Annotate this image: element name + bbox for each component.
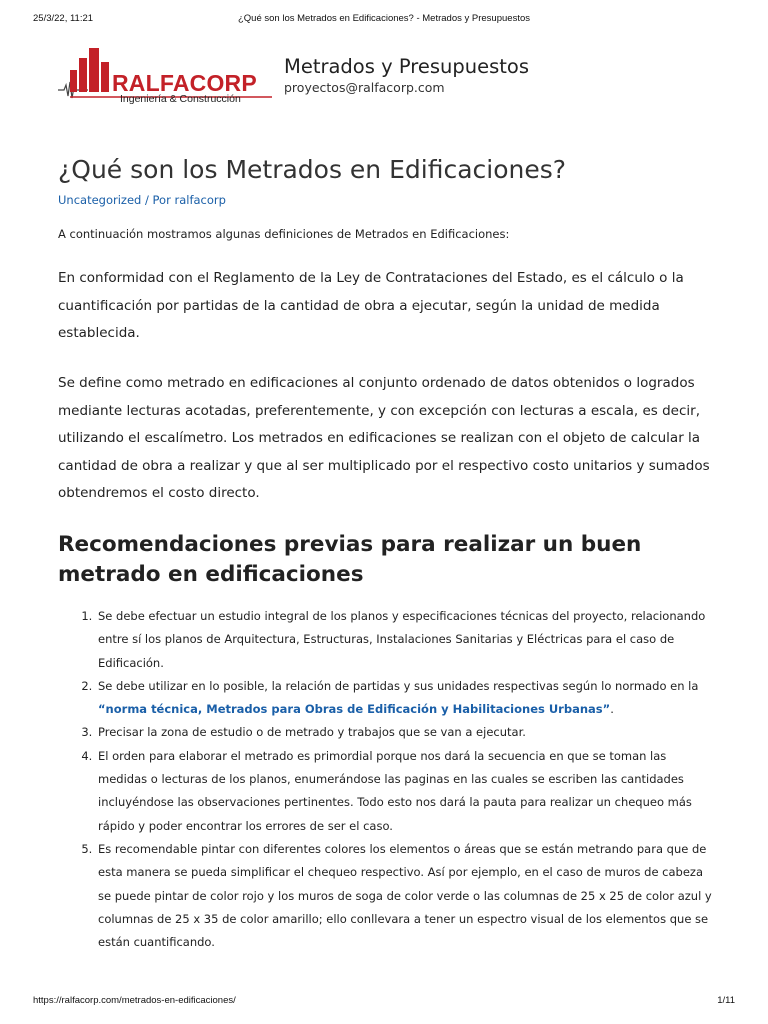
list-item: 1. Se debe efectuar un estudio integral de los planos y especificaciones técnicas del proyecto, relacionando entre sí los planos de Arquitectura, Estructuras, Instalaciones Sanitarias y Eléctricas para el caso de Edificación. bbox=[96, 605, 714, 675]
list-item-punct: . bbox=[610, 702, 614, 717]
article-paragraph: Se define como metrado en edificaciones al conjunto ordenado de datos obtenidos o logrados mediante lecturas acotadas, preferentemente, y con excepción con lecturas a escala, es decir, utilizando el escalímetro. Los metrados en edificaciones se realizan con el objeto de calcular la cantidad de obra a realizar y que al ser multiplicado por el respectivo costo unitarios y sumados obtendremos el costo directo. bbox=[58, 375, 710, 501]
recommendations-list bbox=[58, 605, 714, 954]
article-title: ¿Qué son los Metrados en Edificaciones? bbox=[58, 155, 567, 184]
list-item bbox=[96, 675, 714, 722]
print-header bbox=[0, 0, 768, 24]
author-link[interactable]: Por ralfacorp bbox=[152, 193, 226, 207]
list-item: 5. Es recomendable pintar con diferentes colores los elementos o áreas que se están metrando para que de esta manera se pueda simplificar el chequeo respectivo. Así por ejemplo, en el caso de muros de cabeza se puede pintar de color rojo y los muros de soga de color verde o las columnas de 25 x 25 de color azul y columnas de 25 x 35 de color amarillo; ello conllevara a tener un espectro visual de los elementos que se están cuantificando. bbox=[96, 838, 714, 954]
page-number: 1/11 bbox=[717, 995, 735, 1006]
article-meta bbox=[58, 192, 226, 208]
print-date: 25/3/22, 11:21 bbox=[33, 13, 94, 24]
category-link[interactable]: Uncategorized bbox=[58, 193, 142, 207]
logo-tagline: Ingeniería & Construcción bbox=[120, 93, 241, 105]
logo-wordmark: RALFACORP bbox=[112, 70, 257, 96]
print-url: https://ralfacorp.com/metrados-en-edificaciones/ bbox=[33, 995, 236, 1006]
list-item: 4. El orden para elaborar el metrado es primordial porque nos dará la secuencia en que se toman las medidas o lecturas de los planos, enumerándose las paginas en las cuales se escriben las cantidades incluyéndose las observaciones pertinentes. Todo esto nos dará la pauta para realizar un chequeo más rápido y poder encontrar los errores de ser el caso. bbox=[96, 745, 714, 838]
ralfacorp-logo[interactable] bbox=[58, 40, 273, 106]
site-email: proyectos@ralfacorp.com bbox=[284, 80, 445, 95]
site-title[interactable]: Metrados y Presupuestos bbox=[284, 55, 529, 78]
article-intro: A continuación mostramos algunas definiciones de Metrados en Edificaciones: bbox=[58, 227, 510, 241]
list-item: 3. Precisar la zona de estudio o de metrado y trabajos que se van a ejecutar. bbox=[96, 721, 714, 744]
print-footer bbox=[0, 995, 768, 1011]
article-paragraph: En conformidad con el Reglamento de la Ley de Contrataciones del Estado, es el cálculo o la cuantificación por partidas de la cantidad de obra a ejecutar, según la unidad de medida establecida. bbox=[58, 270, 684, 341]
meta-separator: / bbox=[141, 193, 153, 207]
print-page-title: ¿Qué son los Metrados en Edificaciones? - Metrados y Presupuestos bbox=[237, 13, 530, 24]
list-item-text: Se debe utilizar en lo posible, la relación de partidas y sus unidades respectivas según lo normado en la bbox=[98, 678, 699, 693]
section-heading: Recomendaciones previas para realizar un buen metrado en edificaciones bbox=[58, 532, 642, 587]
norma-tecnica-link[interactable]: “norma técnica, Metrados para Obras de Edificación y Habilitaciones Urbanas” bbox=[98, 702, 611, 717]
